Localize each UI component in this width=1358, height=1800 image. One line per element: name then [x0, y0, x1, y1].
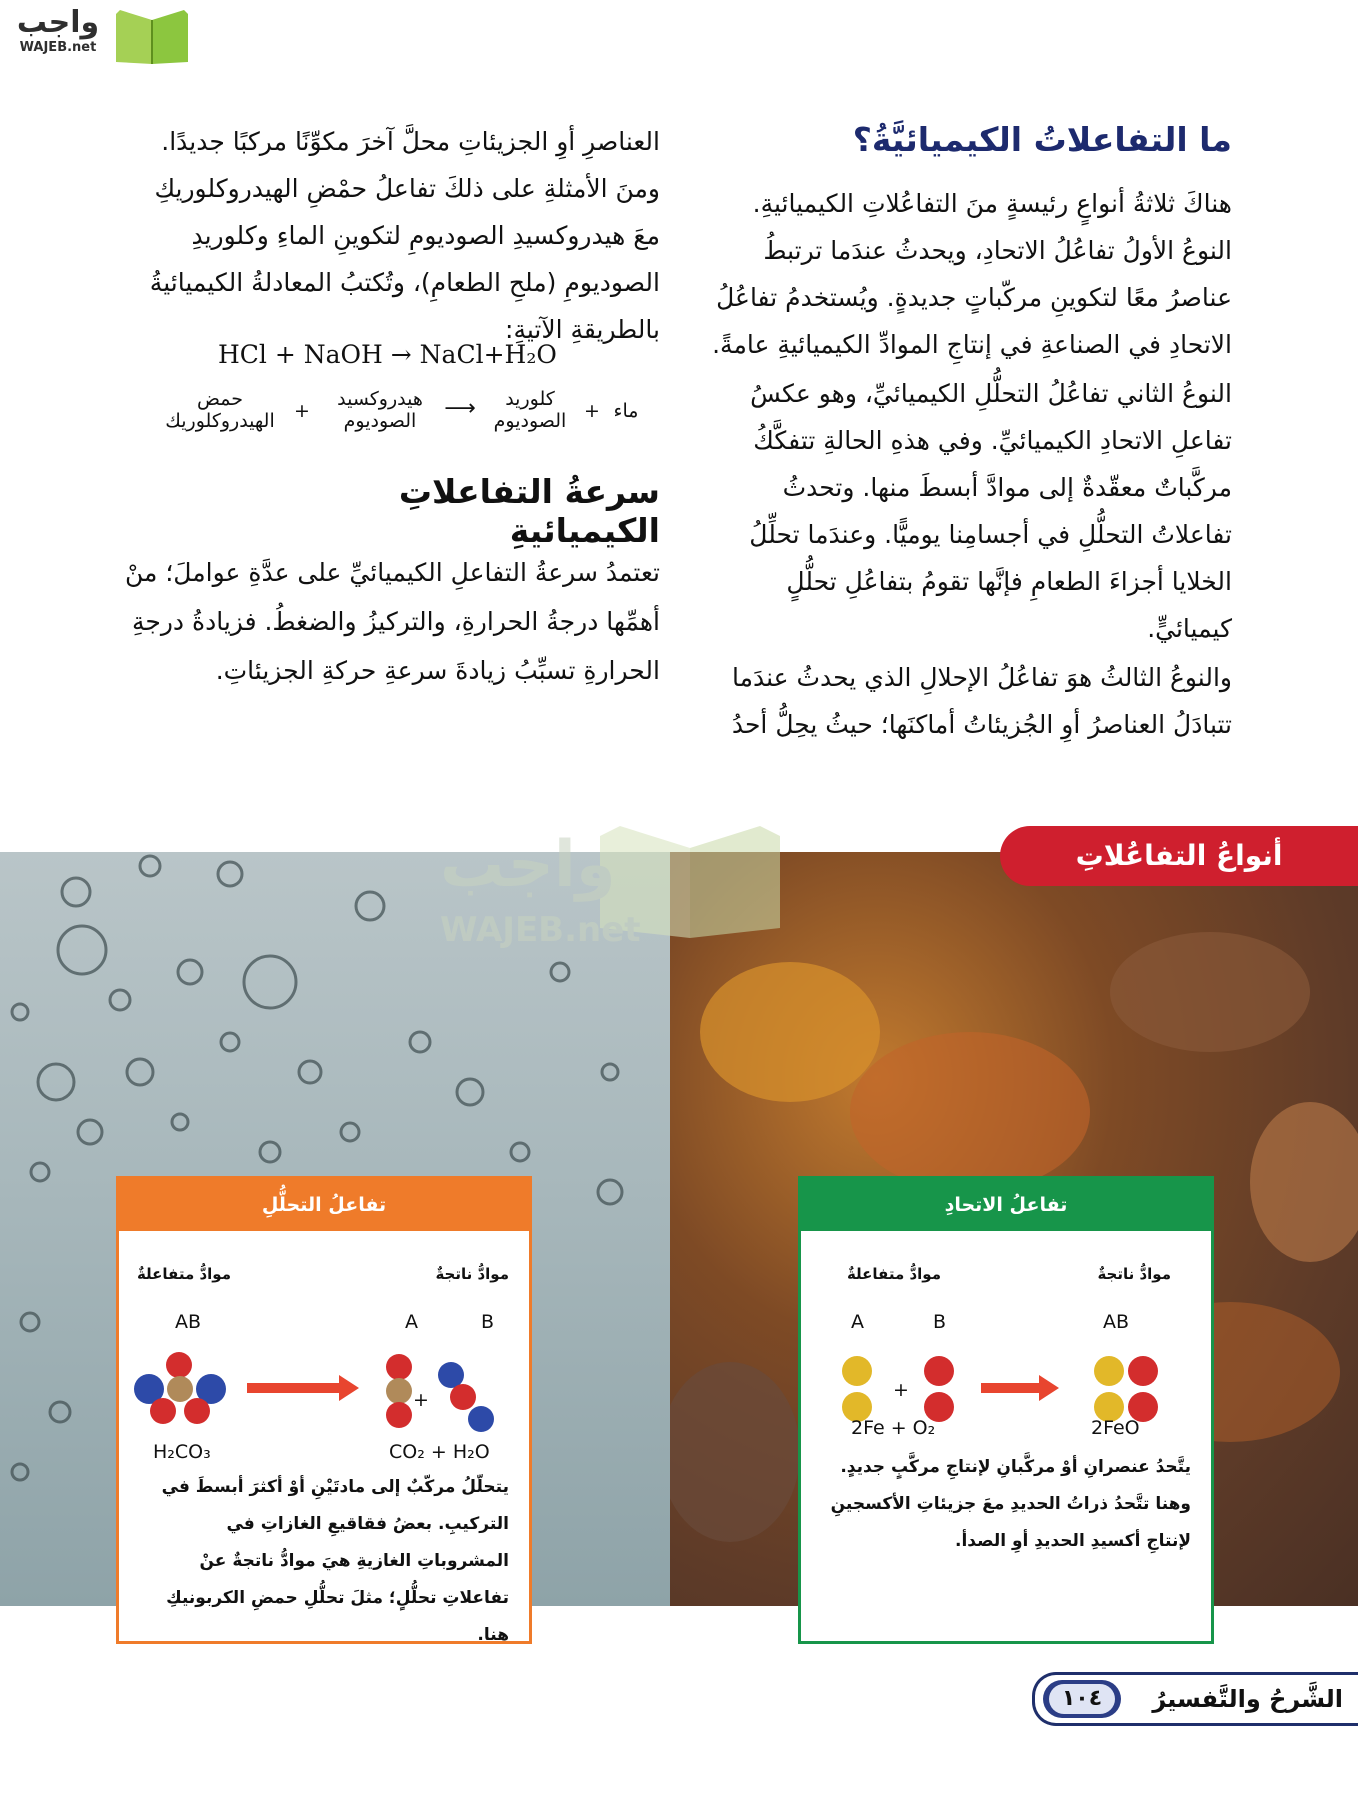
synthesis-formula-right: 2FeO — [1091, 1417, 1140, 1439]
logo-english-text: WAJEB.net — [19, 40, 97, 55]
name-hydrochloric-acid: حمض الهيدروكلوريك — [165, 388, 275, 432]
synthesis-plus: + — [893, 1379, 909, 1401]
decomposition-formula-right: CO₂ + H₂O — [389, 1441, 490, 1463]
watermark-arabic-text: واجب — [440, 828, 616, 902]
right-text-column — [700, 180, 1232, 748]
chemical-equation: HCl + NaOH → NaCl+H₂O — [218, 340, 557, 369]
synthesis-products-label: موادُّ ناتجةٌ — [1097, 1265, 1171, 1283]
page-number-badge — [1043, 1680, 1121, 1718]
paragraph-synthesis: هناكَ ثلاثةُ أنواعٍ رئيسةٍ منَ التفاعُلاتِ الكيميائيةِ. النوعُ الأولُ تفاعُلُ الاتحادِ، ويحدثُ عندَما ترتبطُ عناصرُ معًا لتكوينِ مركّباتٍ جديدةٍ. ويُستخدمُ تفاعُلُ الاتحادِ في الصناعةِ في إنتاجِ الموادِّ الكيميائيةِ عامةً. — [712, 189, 1232, 359]
decomposition-products-label: موادُّ ناتجةٌ — [435, 1265, 509, 1283]
footer-title: الشَّرحُ والتَّفسيرُ — [1152, 1685, 1343, 1713]
paragraph-replacement-cont: العناصرِ أوِ الجزيئاتِ محلَّ آخرَ مكوِّنًا مركبًا جديدًا. ومنَ الأمثلةِ على ذلكَ تفاعلُ حمْضِ الهيدروكلوريكِ معَ هيدروكسيدِ الصوديومِ لتكوينِ الماءِ وكلوريدِ الصوديومِ (ملحِ الطعامِ)، وتُكتبُ المعادلةُ الكيميائيةُ بالطريقةِ الآتيةِ: — [149, 127, 660, 344]
synthesis-label-a: A — [851, 1311, 864, 1333]
reaction-types-banner: أنواعُ التفاعُلاتِ — [1000, 826, 1358, 886]
decomposition-reactants-label: موادُّ متفاعلةٌ — [136, 1265, 231, 1283]
paragraph-replacement: والنوعُ الثالثُ هوَ تفاعُلُ الإحلالِ الذي يحدثُ عندَما تتبادَلُ العناصرُ أوِ الجُزيئاتُ أماكنَها؛ حيثُ يحِلُّ أحدُ — [731, 663, 1232, 739]
equation-names — [150, 388, 650, 448]
equation-plus-1: + — [294, 400, 310, 422]
equation-plus-2: + — [584, 400, 600, 422]
paragraph-decomposition: النوعُ الثاني تفاعُلُ التحلُّلِ الكيميائيِّ، وهو عكسُ تفاعلِ الاتحادِ الكيميائيِّ. وفي هذهِ الحالةِ تتفكَّكُ مركَّباتٌ معقّدةٌ إلى موادَّ أبسطَ منها. وتحدثُ تفاعلاتُ التحلُّلِ في أجسامِنا يوميًّا. وعندَما تحلِّلُ الخلايا أجزاءَ الطعامِ فإنَّها تقومُ بتفاعُلِ تحلُّلٍ كيميائيٍّ. — [749, 379, 1232, 643]
wajeb-logo[interactable] — [8, 6, 190, 66]
watermark-english-text: WAJEB.net — [440, 910, 641, 950]
center-watermark — [420, 818, 800, 968]
page-footer — [1032, 1672, 1358, 1726]
decomposition-label-b: B — [481, 1311, 495, 1333]
logo-arabic-text: واجب — [16, 5, 100, 40]
name-sodium-hydroxide: هيدروكسيد الصوديوم — [337, 388, 423, 432]
section-heading-reaction-rate: سرعةُ التفاعلاتِ الكيميائيةِ — [398, 472, 660, 550]
decomposition-description: يتحلّلُ مركّبٌ إلى مادتَيْنِ أوْ أكثرَ أبسطَ في التركيبِ. بعضُ فقاقيعِ الغازاتِ في المشروباتِ الغازيةِ هيَ موادُّ ناتجةٌ عنْ تفاعلاتِ تحلُّلٍ؛ مثلَ تحلُّلِ حمضِ الكربونيكِ هنا. — [161, 1477, 509, 1645]
decomposition-molecules-icon — [129, 1339, 529, 1449]
section-heading-chemical-reactions: ما التفاعلاتُ الكيميائيَّةُ؟ — [852, 120, 1232, 159]
page-number: ١٠٤ — [1049, 1684, 1115, 1714]
name-water: ماء — [613, 400, 639, 422]
decomposition-label-ab: AB — [175, 1311, 202, 1333]
synthesis-reactants-label: موادُّ متفاعلةٌ — [846, 1265, 941, 1283]
equation-arrow: ⟶ — [444, 396, 476, 421]
decomposition-panel-title: تفاعلُ التحلُّلِ — [119, 1179, 529, 1231]
paragraph-reaction-rate: تعتمدُ سرعةُ التفاعلِ الكيميائيِّ على عدَّةِ عواملَ؛ منْ أهمِّها درجةُ الحرارةِ، والتركيزُ والضغطُ. فزيادةُ درجةِ الحرارةِ تسبِّبُ زيادةَ سرعةِ حركةِ الجزيئاتِ. — [124, 558, 660, 685]
decomposition-plus: + — [413, 1389, 429, 1411]
decomposition-panel — [116, 1176, 532, 1644]
synthesis-panel — [798, 1176, 1214, 1644]
synthesis-panel-title: تفاعلُ الاتحادِ — [801, 1179, 1211, 1231]
synthesis-formula-left: 2Fe + O₂ — [851, 1417, 936, 1439]
synthesis-label-b: B — [933, 1311, 947, 1333]
left-text-column — [120, 118, 660, 353]
name-sodium-chloride: كلوريد الصوديوم — [493, 388, 567, 432]
decomposition-formula-left: H₂CO₃ — [153, 1441, 211, 1463]
book-icon — [112, 6, 192, 66]
decomposition-label-a: A — [405, 1311, 418, 1333]
synthesis-description: يتَّحدُ عنصرانِ أوْ مركَّبانِ لإنتاجِ مركَّبٍ جديدٍ. وهنا تتَّحدُ ذراتُ الحديدِ معَ جزيئاتِ الأكسجينِ لإنتاجِ أكسيدِ الحديدِ أوِ الصدأ. — [830, 1457, 1191, 1551]
synthesis-label-ab: AB — [1103, 1311, 1130, 1333]
